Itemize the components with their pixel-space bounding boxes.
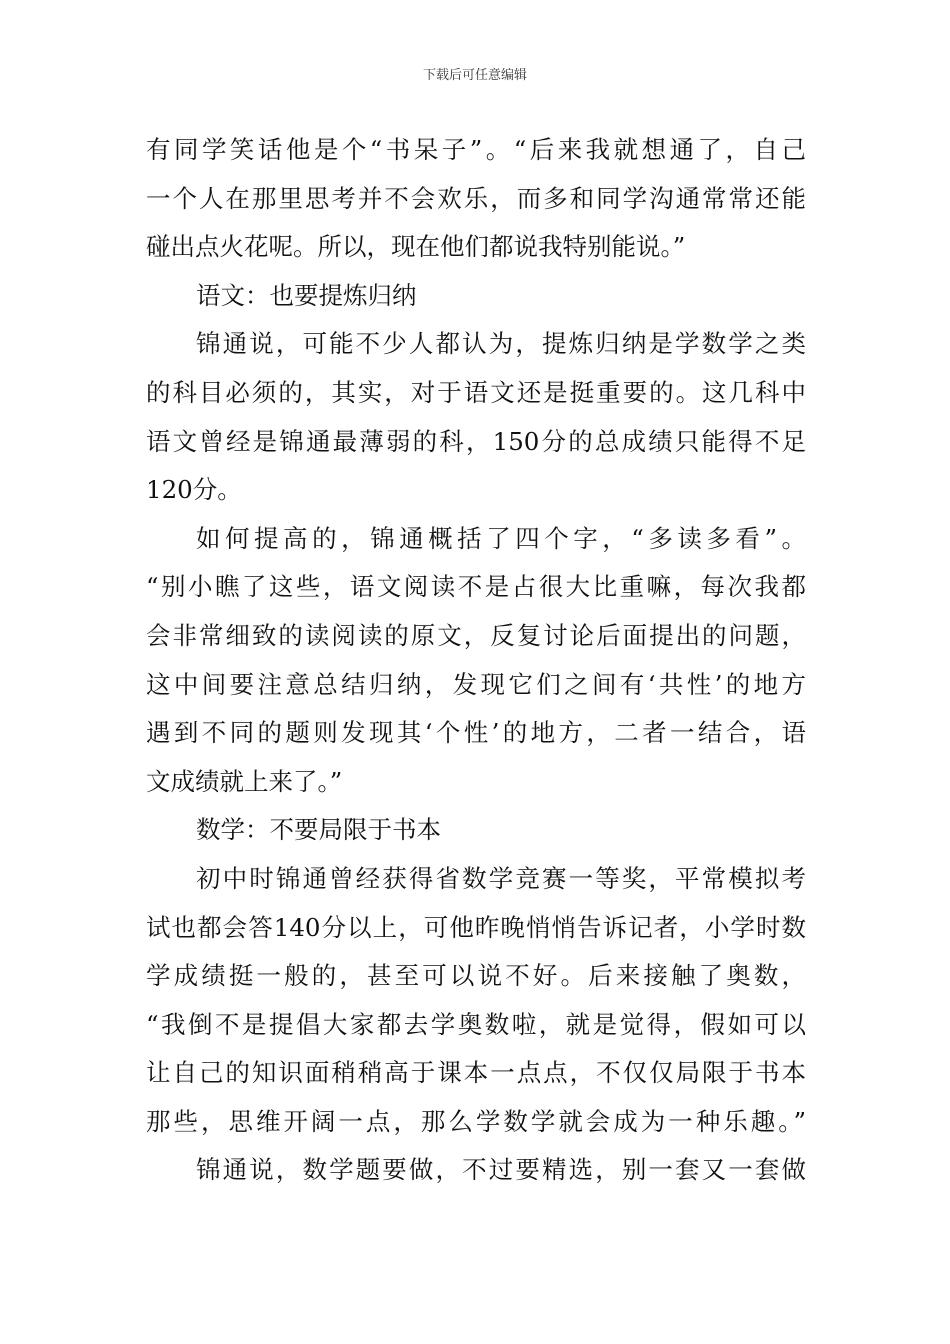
text-line: 碰出点火花呢。所以，现在他们都说我特别能说。”	[146, 232, 686, 262]
text-line: 学成绩挺一般的，甚至可以说不好。后来接触了奥数，	[146, 961, 806, 991]
page-header: 下载后可任意编辑	[422, 68, 527, 83]
text-line: 的科目必须的，其实，对于语文还是挺重要的。这几科中	[146, 377, 806, 407]
text-line: 试也都会答140分以上，可他昨晚悄悄告诉记者，小学时数	[146, 912, 806, 942]
text-line: 语文曾经是锦通最薄弱的科，150分的总成绩只能得不足	[146, 426, 806, 456]
text-line: 初中时锦通曾经获得省数学竞赛一等奖，平常模拟考	[196, 863, 806, 893]
text-line: 一个人在那里思考并不会欢乐，而多和同学沟通常常还能	[146, 183, 806, 213]
text-line: 锦通说，数学题要做，不过要精选，别一套又一套做	[196, 1155, 806, 1185]
text-line: 如何提高的，锦通概括了四个字，“多读多看”。	[196, 523, 806, 553]
text-line: 锦通说，可能不少人都认为，提炼归纳是学数学之类	[196, 329, 806, 359]
section-heading-math: 数学：不要局限于书本	[196, 815, 441, 845]
text-line: 遇到不同的题则发现其‘个性’的地方，二者一结合，语	[146, 718, 806, 748]
text-line: 会非常细致的读阅读的原文，反复讨论后面提出的问题，	[146, 620, 806, 650]
text-line: 让自己的知识面稍稍高于课本一点点，不仅仅局限于书本	[146, 1058, 806, 1088]
text-line: 那些，思维开阔一点，那么学数学就会成为一种乐趣。”	[146, 1106, 806, 1136]
text-line: 这中间要注意总结归纳，发现它们之间有‘共性’的地方	[146, 669, 806, 699]
text-line: “别小瞧了这些，语文阅读不是占很大比重嘛，每次我都	[146, 572, 806, 602]
text-line: “我倒不是提倡大家都去学奥数啦，就是觉得，假如可以	[146, 1009, 806, 1039]
text-line: 120分。	[146, 475, 242, 505]
text-line: 有同学笑话他是个“书呆子”。“后来我就想通了，自己	[146, 135, 806, 164]
body-text	[146, 126, 806, 1195]
section-heading-chinese: 语文：也要提炼归纳	[196, 280, 417, 310]
text-line: 文成绩就上来了。”	[146, 766, 343, 796]
